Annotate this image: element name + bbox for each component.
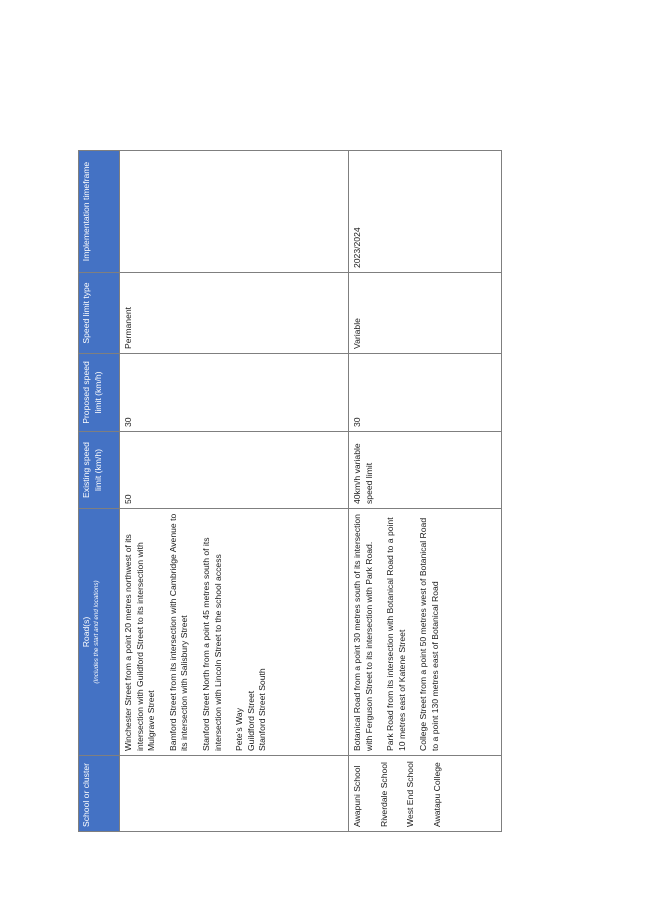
- header-existing: Existing speed limit (km/h): [79, 432, 120, 509]
- header-school: School or cluster: [79, 756, 120, 832]
- road-description: Botanical Road from a point 30 metres south of its intersection with Ferguson Street to its intersection with Park Road.: [352, 514, 374, 751]
- road-description: Guildford Street: [245, 690, 256, 751]
- header-row: [79, 151, 120, 832]
- roads-cell: [120, 509, 349, 756]
- school-name: Awatapu College: [431, 762, 442, 827]
- existing-limit-cell: 50: [120, 432, 349, 509]
- rotated-page: [78, 151, 509, 832]
- header-roads-subtitle: (Includes the start and end locations): [92, 580, 100, 684]
- timeframe-cell: [120, 151, 349, 273]
- school-name: Awapuni School: [352, 765, 362, 827]
- road-description: Stanford Street North from a point 45 metres south of its intersection with Lincoln Street to the school access: [200, 537, 223, 751]
- header-type: Speed limit type: [79, 273, 120, 354]
- roads-cell: [349, 509, 502, 756]
- road-description: Bamford Street from its intersection with Cambridge Avenue to its intersection with Salisbury Street: [167, 513, 190, 751]
- header-timeframe: Implementation timeframe: [79, 151, 120, 273]
- proposed-limit-cell: 30: [120, 354, 349, 432]
- limit-type-cell: Variable: [349, 273, 502, 354]
- school-name: Riverdale School: [378, 762, 389, 827]
- school-cell: [120, 756, 349, 832]
- road-description: Pete’s Way: [234, 708, 245, 751]
- table-row: [349, 151, 502, 832]
- timeframe-cell: 2023/2024: [349, 151, 502, 273]
- table-row: [120, 151, 349, 832]
- proposed-limit-cell: 30: [349, 354, 502, 432]
- school-cell: [349, 756, 502, 832]
- limit-type-cell: Permanent: [120, 273, 349, 354]
- road-description: College Street from a point 50 metres west of Botanical Road to a point 130 metres east of Botanical Road: [418, 517, 440, 751]
- road-description: Park Road from its intersection with Botanical Road to a point 10 metres east of Katene Street: [385, 517, 407, 751]
- road-description: Stanford Street South: [257, 668, 268, 751]
- school-name: West End School: [405, 761, 416, 827]
- header-roads-title: Road(s): [81, 616, 91, 648]
- header-roads: [79, 509, 120, 756]
- speed-limit-table: [78, 150, 502, 832]
- existing-limit-cell: 40km/h variable speed limit: [349, 432, 502, 509]
- header-proposed: Proposed speed limit (km/h): [79, 354, 120, 432]
- road-description: Winchester Street from a point 20 metres northwest of its intersection with Guildford Street to its intersection with Mulgrave Street: [123, 534, 157, 751]
